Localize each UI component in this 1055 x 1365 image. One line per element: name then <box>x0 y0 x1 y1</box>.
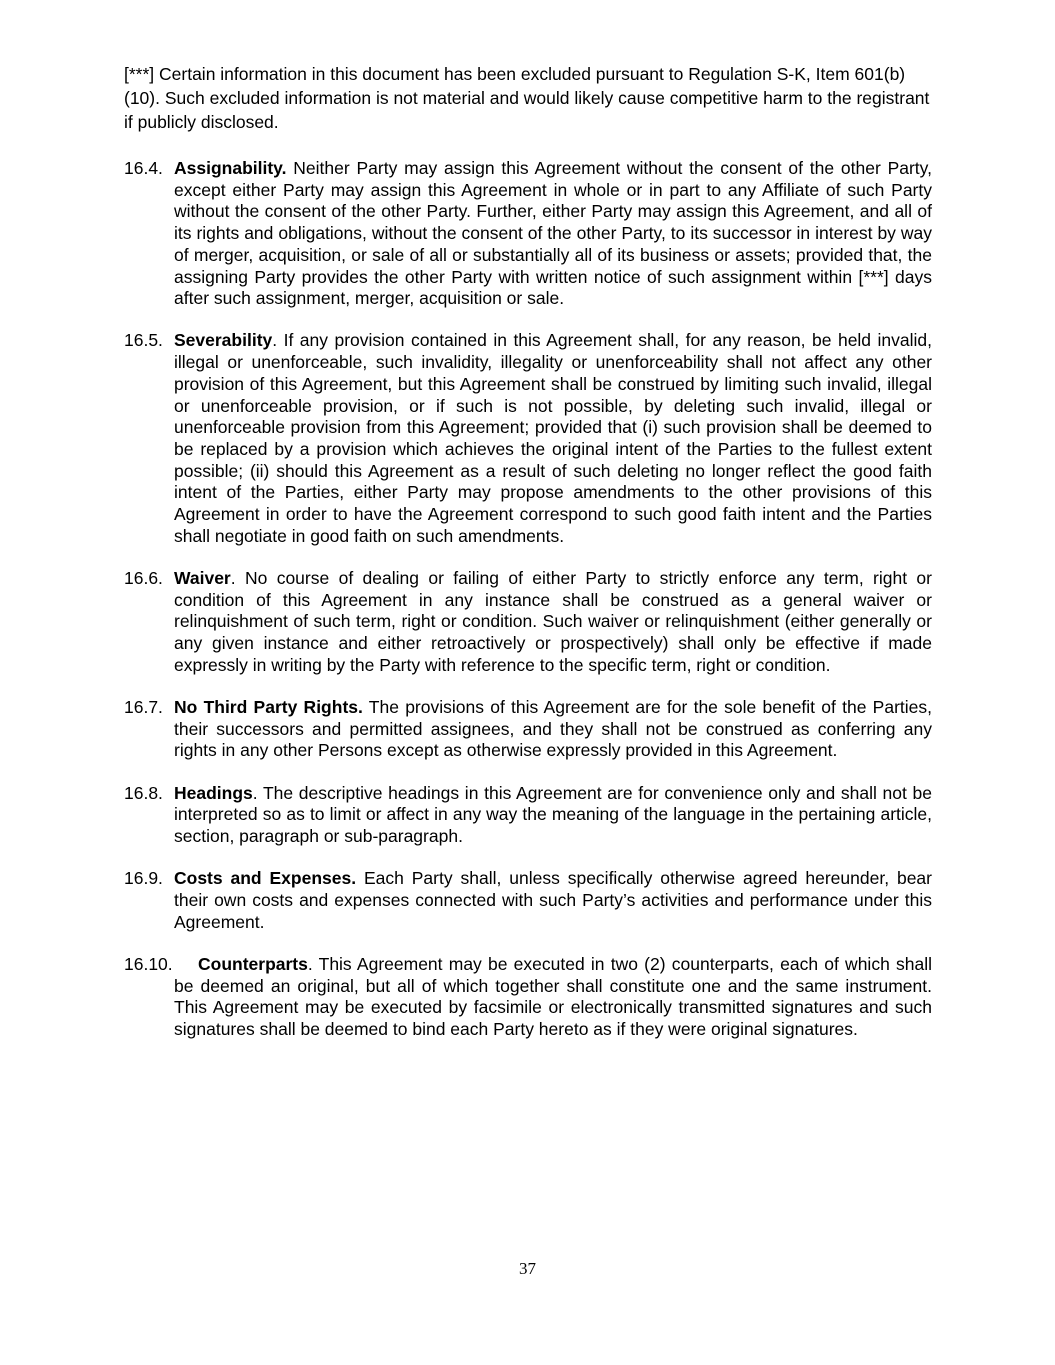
section-body: The provisions of this Agreement are for the sole benefit of the Parties, their successors and permitted assignees, and they shall not be construed as conferring any rights in any other Persons except as otherwise expressly provided in this Agreement. <box>174 696 933 761</box>
redaction-disclaimer: [***] Certain information in this document has been excluded pursuant to Regulation S-K, Item 601(b)(10). Such excluded information is not material and would likely cause competitive harm to the registrant if publicly disclosed. <box>124 64 930 132</box>
section-16-5 <box>124 330 932 547</box>
section-16-9 <box>124 868 932 933</box>
section-heading: Counterparts <box>198 953 308 974</box>
section-16-4 <box>124 158 932 310</box>
section-number: 16.10. <box>124 953 173 974</box>
section-heading: Assignability. <box>174 158 287 178</box>
section-number: 16.4. <box>124 158 163 178</box>
section-number: 16.9. <box>124 868 163 889</box>
section-body: Each Party shall, unless specifically otherwise agreed hereunder, bear their own costs and expenses connected with such Party’s activities and performance under this Agreement. <box>174 868 932 932</box>
section-heading: No Third Party Rights. <box>174 696 363 717</box>
section-16-7 <box>124 697 932 762</box>
section-heading: Waiver <box>174 567 231 588</box>
section-body: . If any provision contained in this Agreement shall, for any reason, be held invalid, illegal or unenforceable, such invalidity, illegality or unenforceability shall not affect any other provision of this Agreement, but this Agreement shall be construed by limiting such invalid, illegal or unenforceable provision, or if such is not possible, by deleting such invalid, illegal or unenforceable provision from this Agreement; provided that (i) such provision shall be deemed to be replaced by a provision which achieves the original intent of the Parties to the fullest extent possible; (ii) should this Agreement as a result of such deleting no longer reflect the good faith intent of the Parties, either Party may propose amendments to the other provisions of this Agreement in order to have the Agreement correspond to such good faith intent and the Parties shall negotiate in good faith on such amendments. <box>174 330 932 546</box>
section-16-8 <box>124 783 932 848</box>
section-heading: Severability <box>174 330 273 351</box>
section-body: . This Agreement may be executed in two (2) counterparts, each of which shall be deemed an original, but all of which together shall constitute one and the same instrument. This Agreement may be executed by facsimile or electronically transmitted signatures and such signatures shall be deemed to bind each Party hereto as if they were original signatures. <box>174 953 932 1039</box>
section-heading: Costs and Expenses. <box>174 868 357 889</box>
section-16-10 <box>124 954 932 1041</box>
page-number: 37 <box>519 1259 536 1278</box>
section-body: Neither Party may assign this Agreement without the consent of the other Party, except either Party may assign this Agreement in whole or in part to any Affiliate of such Party without the consent of the other Party. Further, either Party may assign this Agreement, and all of its rights and obligations, without the consent of the other Party, to its successor in interest by way of merger, acquisition, or sale of all or substantially all of its business or assets; provided that, the assigning Party provides the other Party with written notice of such assignment within [***] days after such assignment, merger, acquisition or sale. <box>174 158 932 309</box>
section-number: 16.6. <box>124 567 163 588</box>
section-16-6 <box>124 568 932 677</box>
section-body: . No course of dealing or failing of either Party to strictly enforce any term, right or condition of this Agreement in any instance shall be construed as a general waiver or relinquishment of such term, right or condition. Such waiver or relinquishment (either generally or any given instance and either retroactively or prospectively) shall only be effective if made expressly in writing by the Party with reference to the specific term, right or condition. <box>174 567 932 675</box>
section-number: 16.7. <box>124 696 163 717</box>
section-list <box>124 158 932 1061</box>
section-heading: Headings <box>174 782 253 803</box>
section-number: 16.8. <box>124 782 163 803</box>
section-body: . The descriptive headings in this Agreement are for convenience only and shall not be interpreted so as to limit or affect in any way the meaning of the language in the pertaining article, section, paragraph or sub-paragraph. <box>174 782 932 846</box>
section-number: 16.5. <box>124 330 163 351</box>
